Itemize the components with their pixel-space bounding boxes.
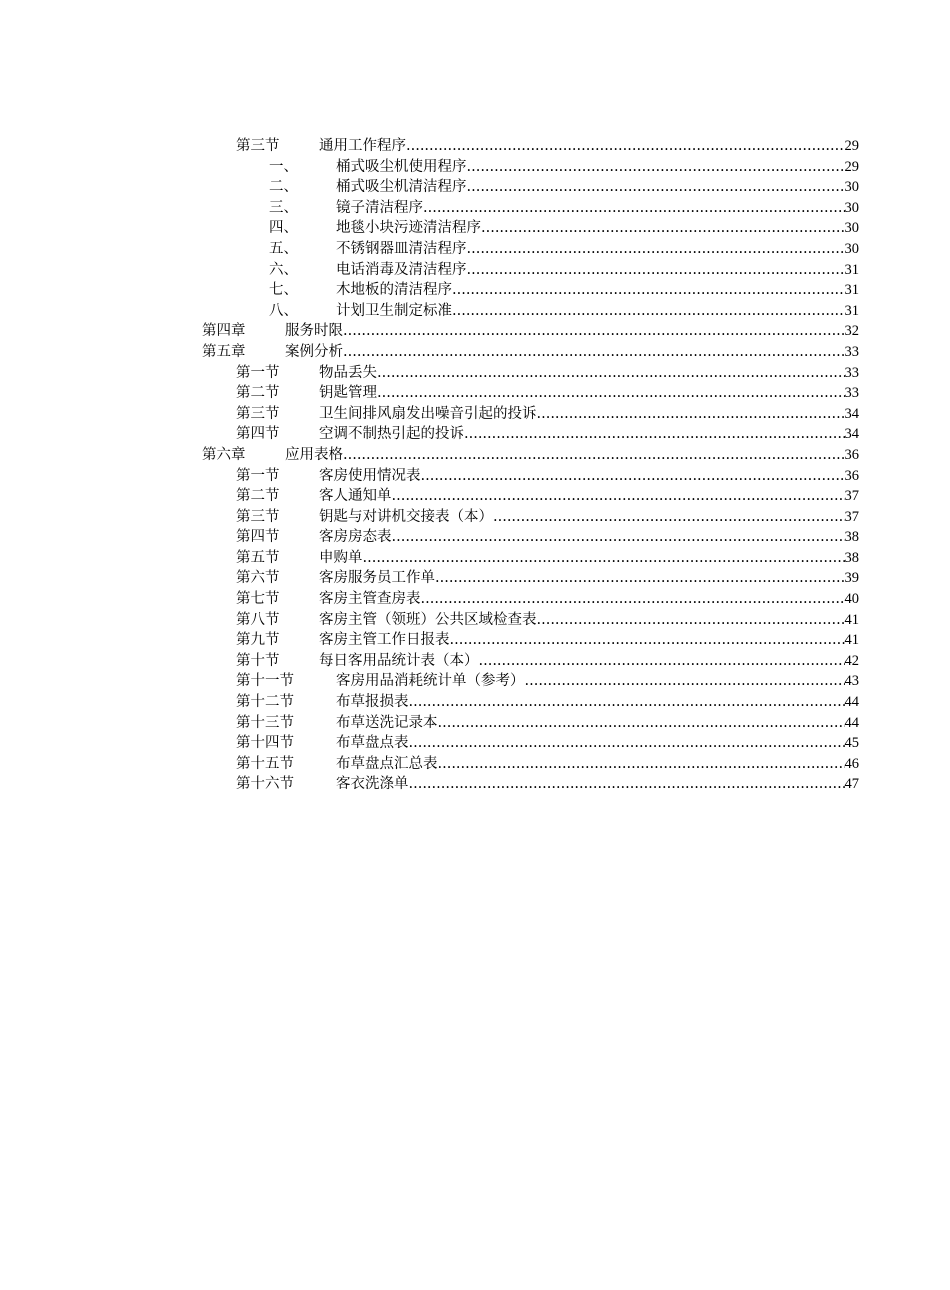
toc-entry-page-number: 38: [844, 549, 859, 566]
toc-entry-number: 第三节: [236, 405, 280, 422]
toc-entry[interactable]: [0, 445, 950, 466]
toc-entry-page-number: 45: [844, 735, 859, 752]
toc-entry[interactable]: [0, 651, 950, 672]
toc-entry-number: 第二节: [236, 385, 280, 402]
toc-entry-line: [319, 383, 859, 404]
toc-entry-number: 第四章: [202, 323, 246, 340]
toc-entry[interactable]: [0, 198, 950, 219]
toc-entry-line: [336, 218, 859, 239]
toc-entry-number: 三、: [269, 199, 298, 216]
toc-dot-leader: [435, 568, 845, 589]
toc-dot-leader: [377, 383, 845, 404]
toc-entry[interactable]: [0, 671, 950, 692]
toc-dot-leader: [481, 218, 845, 239]
toc-entry[interactable]: [0, 692, 950, 713]
toc-entry-page-number: 36: [844, 467, 859, 484]
toc-dot-leader: [363, 548, 845, 569]
toc-entry[interactable]: [0, 260, 950, 281]
toc-entry[interactable]: [0, 527, 950, 548]
toc-entry-title: 客房主管（领班）公共区域检查表: [319, 611, 537, 628]
toc-entry-line: [336, 713, 859, 734]
toc-dot-leader: [421, 589, 845, 610]
toc-dot-leader: [377, 363, 845, 384]
toc-entry[interactable]: [0, 733, 950, 754]
toc-entry-page-number: 37: [844, 488, 859, 505]
toc-dot-leader: [343, 321, 845, 342]
toc-dot-leader: [493, 507, 845, 528]
toc-entry-line: [319, 136, 859, 157]
toc-entry-title: 通用工作程序: [319, 138, 406, 154]
toc-entry-page-number: 30: [844, 199, 859, 216]
toc-entry-title: 布草送洗记录本: [336, 714, 438, 731]
toc-entry-page-number: 30: [844, 179, 859, 196]
toc-entry-title: 桶式吸尘机使用程序: [336, 158, 467, 175]
toc-entry[interactable]: [0, 568, 950, 589]
toc-entry-line: [285, 321, 859, 342]
toc-entry-number: 第十节: [236, 652, 280, 669]
toc-entry-page-number: 40: [844, 591, 859, 608]
toc-dot-leader: [525, 671, 845, 692]
toc-entry-line: [319, 589, 859, 610]
toc-dot-leader: [438, 713, 845, 734]
toc-entry-line: [319, 507, 859, 528]
toc-entry-title: 木地板的清洁程序: [336, 282, 452, 299]
toc-entry-page-number: 29: [844, 138, 859, 154]
toc-entry-number: 第四节: [236, 426, 280, 443]
toc-entry-page-number: 44: [844, 694, 859, 711]
toc-entry[interactable]: [0, 713, 950, 734]
toc-entry-number: 第十二节: [236, 694, 294, 711]
toc-entry-page-number: 33: [844, 343, 859, 360]
toc-entry-line: [336, 671, 859, 692]
toc-entry-page-number: 31: [844, 282, 859, 299]
toc-dot-leader: [421, 466, 845, 487]
toc-entry[interactable]: [0, 404, 950, 425]
toc-dot-leader: [406, 136, 845, 157]
toc-entry-title: 客人通知单: [319, 488, 392, 505]
toc-entry-line: [319, 486, 859, 507]
toc-entry-number: 一、: [269, 158, 298, 175]
toc-entry-title: 地毯小块污迹清洁程序: [336, 220, 481, 237]
toc-entry[interactable]: [0, 466, 950, 487]
toc-entry-number: 第八节: [236, 611, 280, 628]
toc-entry[interactable]: [0, 157, 950, 178]
toc-entry-title: 服务时限: [285, 323, 343, 340]
toc-entry-title: 布草盘点汇总表: [336, 755, 438, 772]
toc-entry-number: 第二节: [236, 488, 280, 505]
toc-entry-page-number: 31: [844, 261, 859, 278]
toc-dot-leader: [479, 651, 845, 672]
toc-entry[interactable]: [0, 610, 950, 631]
toc-entry-title: 客房用品消耗统计单（参考）: [336, 673, 525, 690]
toc-entry-line: [336, 260, 859, 281]
toc-entry[interactable]: [0, 301, 950, 322]
toc-entry-page-number: 31: [844, 302, 859, 319]
toc-entry-page-number: 41: [844, 611, 859, 628]
toc-dot-leader: [409, 692, 845, 713]
toc-entry-line: [336, 177, 859, 198]
toc-entry-title: 布草盘点表: [336, 735, 409, 752]
toc-entry-number: 七、: [269, 282, 298, 299]
toc-entry[interactable]: [0, 630, 950, 651]
toc-entry-line: [319, 548, 859, 569]
toc-entry-page-number: 32: [844, 323, 859, 340]
toc-entry-title: 空调不制热引起的投诉: [319, 426, 464, 443]
toc-entry[interactable]: [0, 774, 950, 795]
toc-entry[interactable]: [0, 363, 950, 384]
toc-entry-title: 客房房态表: [319, 529, 392, 546]
toc-entry-page-number: 29: [844, 158, 859, 175]
toc-entry-page-number: 42: [844, 652, 859, 669]
toc-entry-page-number: 41: [844, 632, 859, 649]
toc-entry-title: 应用表格: [285, 446, 343, 463]
toc-entry-line: [319, 424, 859, 445]
toc-entry[interactable]: [0, 424, 950, 445]
toc-entry-line: [336, 157, 859, 178]
toc-dot-leader: [409, 733, 845, 754]
toc-dot-leader: [343, 342, 845, 363]
toc-entry[interactable]: [0, 486, 950, 507]
toc-entry-title: 钥匙与对讲机交接表（本）: [319, 508, 493, 525]
toc-entry-number: 二、: [269, 179, 298, 196]
toc-entry[interactable]: [0, 321, 950, 342]
toc-entry-number: 第七节: [236, 591, 280, 608]
toc-dot-leader: [464, 424, 845, 445]
toc-entry[interactable]: [0, 239, 950, 260]
toc-dot-leader: [409, 774, 845, 795]
toc-entry-line: [285, 342, 859, 363]
toc-entry-number: 第九节: [236, 632, 280, 649]
toc-entry-title: 电话消毒及清洁程序: [336, 261, 467, 278]
toc-dot-leader: [450, 630, 845, 651]
toc-entry-page-number: 34: [844, 405, 859, 422]
toc-entry[interactable]: [0, 383, 950, 404]
toc-dot-leader: [343, 445, 845, 466]
toc-entry-number: 第十六节: [236, 776, 294, 793]
toc-dot-leader: [438, 754, 845, 775]
toc-entry-page-number: 47: [844, 776, 859, 793]
toc-entry-page-number: 39: [844, 570, 859, 587]
toc-dot-leader: [537, 610, 845, 631]
toc-entry-number: 八、: [269, 302, 298, 319]
toc-entry-line: [319, 651, 859, 672]
toc-entry-title: 客房使用情况表: [319, 467, 421, 484]
toc-entry[interactable]: [0, 342, 950, 363]
toc-entry-number: 第三节: [236, 138, 280, 154]
toc-entry-title: 客衣洗涤单: [336, 776, 409, 793]
toc-entry-number: 第五节: [236, 549, 280, 566]
toc-entry-number: 第四节: [236, 529, 280, 546]
toc-dot-leader: [467, 157, 845, 178]
toc-entry-line: [319, 610, 859, 631]
toc-entry-title: 案例分析: [285, 343, 343, 360]
toc-entry-number: 第六章: [202, 446, 246, 463]
toc-dot-leader: [467, 239, 845, 260]
toc-entry-line: [336, 239, 859, 260]
toc-entry-page-number: 30: [844, 240, 859, 257]
toc-entry-number: 第一节: [236, 467, 280, 484]
toc-entry-page-number: 33: [844, 364, 859, 381]
toc-entry-line: [336, 692, 859, 713]
toc-entry[interactable]: [0, 280, 950, 301]
toc-entry[interactable]: [0, 177, 950, 198]
toc-entry-title: 物品丢失: [319, 364, 377, 381]
toc-entry[interactable]: [0, 754, 950, 775]
toc-entry-page-number: 36: [844, 446, 859, 463]
toc-entry-line: [319, 630, 859, 651]
toc-entry-page-number: 46: [844, 755, 859, 772]
toc-entry-page-number: 43: [844, 673, 859, 690]
toc-entry-title: 卫生间排风扇发出噪音引起的投诉: [319, 405, 537, 422]
toc-entry-page-number: 37: [844, 508, 859, 525]
toc-dot-leader: [423, 198, 845, 219]
toc-dot-leader: [392, 486, 845, 507]
toc-entry-number: 第六节: [236, 570, 280, 587]
toc-entry-page-number: 34: [844, 426, 859, 443]
toc-dot-leader: [537, 404, 845, 425]
toc-entry-line: [319, 568, 859, 589]
toc-entry[interactable]: [0, 218, 950, 239]
toc-dot-leader: [467, 177, 845, 198]
toc-entry-page-number: 33: [844, 385, 859, 402]
table-of-contents: [0, 136, 950, 795]
toc-entry[interactable]: [0, 589, 950, 610]
toc-entry-number: 五、: [269, 240, 298, 257]
toc-entry-title: 客房主管工作日报表: [319, 632, 450, 649]
toc-entry-title: 桶式吸尘机清洁程序: [336, 179, 467, 196]
toc-entry-title: 客房主管查房表: [319, 591, 421, 608]
toc-entry-number: 第三节: [236, 508, 280, 525]
toc-entry-number: 第十五节: [236, 755, 294, 772]
toc-dot-leader: [452, 280, 845, 301]
toc-entry-title: 客房服务员工作单: [319, 570, 435, 587]
toc-entry-page-number: 44: [844, 714, 859, 731]
toc-entry-title: 不锈钢器皿清洁程序: [336, 240, 467, 257]
toc-entry-title: 布草报损表: [336, 694, 409, 711]
toc-entry-line: [285, 445, 859, 466]
toc-entry-title: 每日客用品统计表（本）: [319, 652, 479, 669]
toc-entry-number: 四、: [269, 220, 298, 237]
toc-entry[interactable]: [0, 507, 950, 528]
toc-entry-line: [319, 404, 859, 425]
toc-entry-line: [319, 527, 859, 548]
toc-entry[interactable]: [0, 136, 950, 157]
toc-entry-line: [336, 733, 859, 754]
toc-entry-page-number: 38: [844, 529, 859, 546]
toc-entry-number: 第十三节: [236, 714, 294, 731]
toc-entry-line: [336, 280, 859, 301]
toc-entry-line: [336, 301, 859, 322]
toc-entry[interactable]: [0, 548, 950, 569]
toc-entry-title: 申购单: [319, 549, 363, 566]
toc-entry-number: 六、: [269, 261, 298, 278]
toc-entry-line: [336, 754, 859, 775]
toc-entry-page-number: 30: [844, 220, 859, 237]
toc-entry-title: 镜子清洁程序: [336, 199, 423, 216]
toc-entry-number: 第五章: [202, 343, 246, 360]
toc-entry-line: [319, 466, 859, 487]
toc-dot-leader: [452, 301, 845, 322]
toc-dot-leader: [392, 527, 845, 548]
toc-entry-title: 计划卫生制定标准: [336, 302, 452, 319]
toc-dot-leader: [467, 260, 845, 281]
toc-entry-number: 第十四节: [236, 735, 294, 752]
toc-entry-line: [336, 198, 859, 219]
toc-entry-line: [336, 774, 859, 795]
toc-entry-number: 第十一节: [236, 673, 294, 690]
toc-entry-line: [319, 363, 859, 384]
toc-entry-title: 钥匙管理: [319, 385, 377, 402]
toc-entry-number: 第一节: [236, 364, 280, 381]
